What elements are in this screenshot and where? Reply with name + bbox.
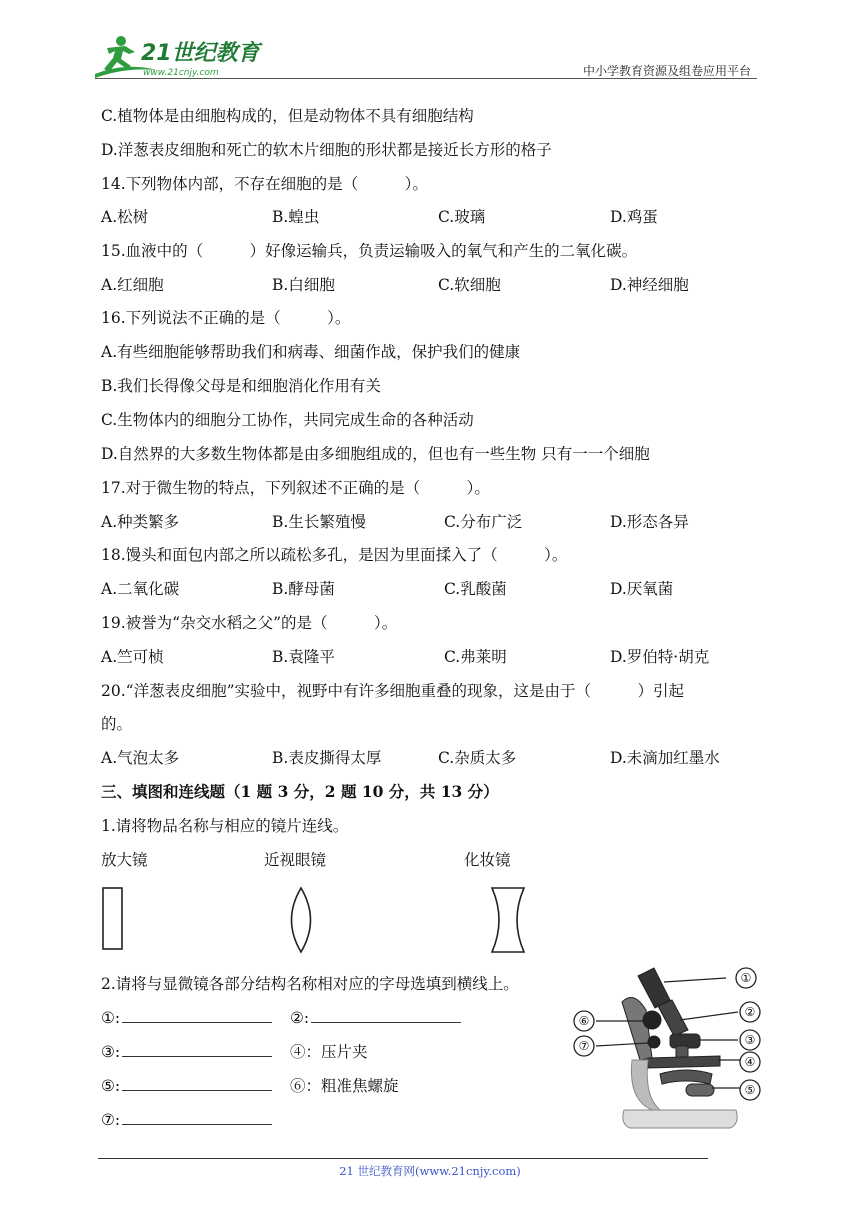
- q18-option-a: A.二氧化碳: [101, 580, 180, 598]
- logo-21cnjy: [95, 34, 265, 80]
- q16-option-a: A.有些细胞能够帮助我们和病毒、细菌作战，保护我们的健康: [101, 343, 521, 361]
- label-makeup-mirror: 化妆镜: [464, 851, 511, 869]
- microscope-label-4: ④: [744, 1055, 756, 1069]
- answer-4: ④：压片夹: [290, 1043, 368, 1061]
- blank-label-1: ①:: [101, 1009, 121, 1027]
- q17-option-b: B.生长繁殖慢: [272, 513, 366, 531]
- q14-option-c: C.玻璃: [438, 208, 486, 226]
- logo-url: www.21cnjy.com: [143, 68, 219, 78]
- blank-row-7[interactable]: [101, 1110, 272, 1130]
- blank-line-1[interactable]: [122, 1008, 272, 1023]
- q20-option-c: C.杂质太多: [438, 749, 517, 767]
- section-3-question-1: 1.请将物品名称与相应的镜片连线。: [101, 817, 349, 835]
- q20-option-b: B.表皮撕得太厚: [272, 749, 382, 767]
- blank-row-5[interactable]: [101, 1076, 272, 1096]
- question-17: 17.对于微生物的特点，下列叙述不正确的是（ ）。: [101, 479, 490, 497]
- q13-option-d: D.洋葱表皮细胞和死亡的软木片细胞的形状都是接近长方形的格子: [101, 141, 552, 159]
- blank-label-5: ⑤:: [101, 1077, 121, 1095]
- platform-name: 中小学教育资源及组卷应用平台: [582, 64, 751, 78]
- q18-option-b: B.酵母菌: [272, 580, 335, 598]
- q15-option-d: D.神经细胞: [610, 276, 689, 294]
- section-3-heading: 三、填图和连线题（1 题 3 分，2 题 10 分，共 13 分）: [101, 782, 499, 801]
- q16-option-d: D.自然界的大多数生物体都是由多细胞组成的，但也有一些生物 只有一一个细胞: [101, 445, 650, 463]
- convex-lens-icon: [282, 886, 320, 954]
- question-14: 14.下列物体内部，不存在细胞的是（ ）。: [101, 175, 428, 193]
- footer-divider: [98, 1158, 708, 1159]
- answer-6: ⑥：粗准焦螺旋: [290, 1077, 399, 1095]
- q18-option-d: D.厌氧菌: [610, 580, 674, 598]
- q17-option-d: D.形态各异: [610, 513, 689, 531]
- question-19: 19.被誉为“杂交水稻之父”的是（ ）。: [101, 614, 398, 632]
- q15-option-a: A.红细胞: [101, 276, 164, 294]
- q17-option-a: A.种类繁多: [101, 513, 180, 531]
- q15-option-b: B.白细胞: [272, 276, 335, 294]
- label-myopia-glasses: 近视眼镜: [264, 851, 327, 869]
- q19-option-a: A.竺可桢: [101, 648, 164, 666]
- blank-line-3[interactable]: [122, 1042, 272, 1057]
- q15-option-c: C.软细胞: [438, 276, 501, 294]
- microscope-label-3: ③: [744, 1033, 756, 1047]
- microscope-label-1: ①: [740, 971, 752, 985]
- q17-option-c: C.分布广泛: [444, 513, 523, 531]
- q19-option-c: C.弗莱明: [444, 648, 507, 666]
- blank-line-5[interactable]: [122, 1076, 272, 1091]
- q13-option-c: C.植物体是由细胞构成的，但是动物体不具有细胞结构: [101, 107, 474, 125]
- question-20-continued: 的。: [101, 715, 133, 733]
- blank-row-3[interactable]: [101, 1042, 272, 1062]
- blank-label-7: ⑦:: [101, 1111, 121, 1129]
- logo-text: 21世纪教育: [141, 41, 260, 66]
- q14-option-b: B.蝗虫: [272, 208, 320, 226]
- q18-option-c: C.乳酸菌: [444, 580, 507, 598]
- question-20: 20.“洋葱表皮细胞”实验中，视野中有许多细胞重叠的现象，这是由于（ ）引起: [101, 682, 685, 700]
- label-magnifier: 放大镜: [101, 851, 148, 869]
- q14-option-a: A.松树: [101, 208, 149, 226]
- microscope-label-7: ⑦: [578, 1039, 590, 1053]
- microscope-label-5: ⑤: [744, 1083, 756, 1097]
- q16-option-b: B.我们长得像父母是和细胞消化作用有关: [101, 377, 381, 395]
- microscope-diagram: [560, 960, 770, 1142]
- header-divider: [95, 78, 757, 79]
- q14-option-d: D.鸡蛋: [610, 208, 658, 226]
- microscope-label-2: ②: [744, 1005, 756, 1019]
- q20-option-d: D.未滴加红墨水: [610, 749, 720, 767]
- q20-option-a: A.气泡太多: [101, 749, 180, 767]
- flat-lens-icon: [100, 886, 126, 952]
- concave-lens-icon: [488, 886, 528, 954]
- page-header: [95, 28, 757, 80]
- q19-option-b: B.袁隆平: [272, 648, 335, 666]
- question-16: 16.下列说法不正确的是（ ）。: [101, 309, 351, 327]
- footer-link[interactable]: 21 世纪教育网(www.21cnjy.com): [339, 1164, 521, 1178]
- blank-line-2[interactable]: [311, 1008, 461, 1023]
- question-15: 15.血液中的（ ）好像运输兵，负责运输吸入的氧气和产生的二氧化碳。: [101, 242, 638, 260]
- blank-row-2[interactable]: [290, 1008, 461, 1028]
- blank-label-2: ②:: [290, 1009, 310, 1027]
- q19-option-d: D.罗伯特·胡克: [610, 648, 710, 666]
- blank-label-3: ③:: [101, 1043, 121, 1061]
- q16-option-c: C.生物体内的细胞分工协作，共同完成生命的各种活动: [101, 411, 474, 429]
- microscope-label-6: ⑥: [578, 1014, 590, 1028]
- section-3-question-2: 2.请将与显微镜各部分结构名称相对应的字母选填到横线上。: [101, 975, 519, 993]
- blank-row-1[interactable]: [101, 1008, 272, 1028]
- question-18: 18.馒头和面包内部之所以疏松多孔，是因为里面揉入了（ ）。: [101, 546, 568, 564]
- blank-line-7[interactable]: [122, 1110, 272, 1125]
